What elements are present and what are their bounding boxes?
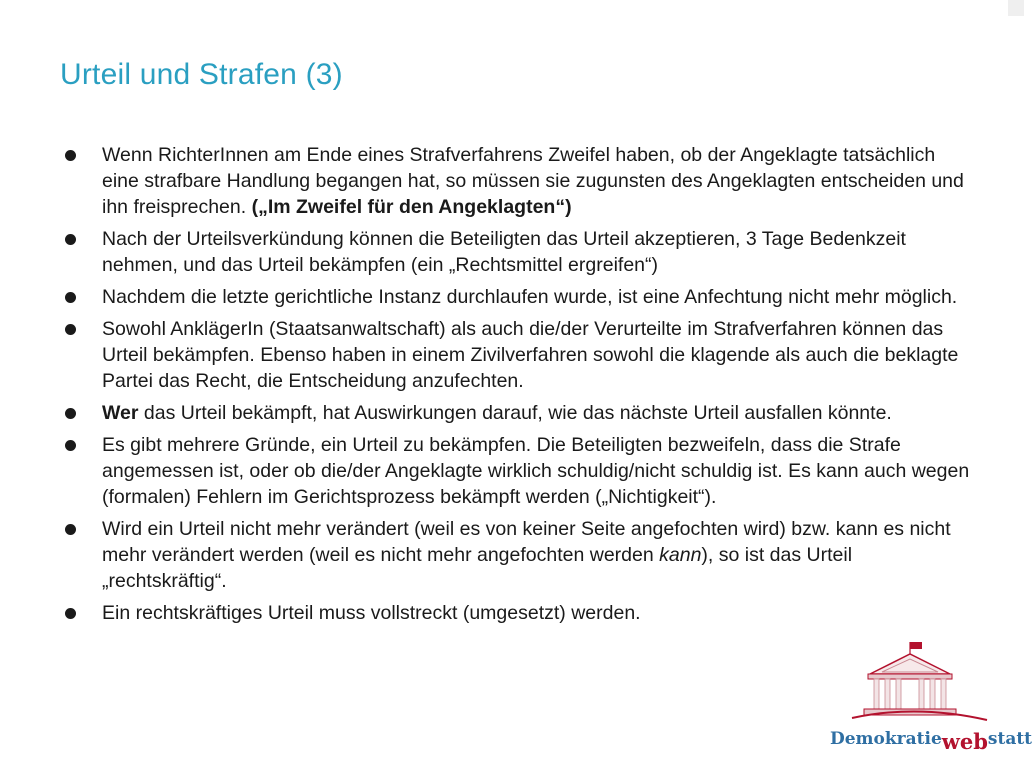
bullet-list bbox=[62, 142, 972, 632]
logo-text-web: web bbox=[941, 729, 988, 754]
bullet-text: kann bbox=[659, 544, 702, 566]
parliament-building-icon bbox=[822, 638, 1012, 728]
demokratiewebstatt-logo bbox=[822, 638, 1032, 758]
bullet-dot-icon bbox=[65, 440, 76, 451]
corner-mark bbox=[1008, 0, 1024, 16]
bullet-dot-icon bbox=[65, 324, 76, 335]
bullet-text: Nachdem die letzte gerichtliche Instanz durchlaufen wurde, ist eine Anfechtung nicht mehr möglich. bbox=[102, 286, 958, 308]
bullet-text: Wird ein Urteil nicht mehr verändert (weil es von keiner Seite angefochten wird) bzw. kann es nicht mehr verändert werden (weil es nicht mehr angefochten werden bbox=[102, 518, 951, 566]
bullet-item bbox=[62, 226, 972, 278]
bullet-item bbox=[62, 600, 972, 626]
logo-wordmark bbox=[830, 724, 1032, 754]
bullet-text: das Urteil bekämpft, hat Auswirkungen darauf, wie das nächste Urteil ausfallen könnte. bbox=[138, 402, 892, 424]
bullet-text: („Im Zweifel für den Angeklagten“) bbox=[251, 196, 572, 218]
slide-title: Urteil und Strafen (3) bbox=[60, 58, 343, 91]
logo-text-left: Demokratie bbox=[830, 729, 942, 749]
bullet-item bbox=[62, 316, 972, 394]
bullet-text: Wenn RichterInnen am Ende eines Strafverfahrens Zweifel haben, ob der Angeklagte tatsächlich eine strafbare Handlung begangen hat, so müssen sie zugunsten des Angeklagten entscheiden und ihn freisprechen. bbox=[102, 144, 964, 218]
bullet-item bbox=[62, 284, 972, 310]
logo-text-right: statt bbox=[987, 729, 1032, 749]
bullet-dot-icon bbox=[65, 234, 76, 245]
bullet-item bbox=[62, 516, 972, 594]
bullet-text: Sowohl AnklägerIn (Staatsanwaltschaft) als auch die/der Verurteilte im Strafverfahren können das Urteil bekämpfen. Ebenso haben in einem Zivilverfahren sowohl die klagende als auch die beklagte Partei das Recht, die Entscheidung anzufechten. bbox=[102, 318, 959, 392]
bullet-item bbox=[62, 432, 972, 510]
bullet-dot-icon bbox=[65, 292, 76, 303]
bullet-item bbox=[62, 142, 972, 220]
bullet-text: Ein rechtskräftiges Urteil muss vollstreckt (umgesetzt) werden. bbox=[102, 602, 641, 624]
bullet-item bbox=[62, 400, 972, 426]
bullet-dot-icon bbox=[65, 408, 76, 419]
bullet-dot-icon bbox=[65, 150, 76, 161]
bullet-dot-icon bbox=[65, 608, 76, 619]
bullet-text: Nach der Urteilsverkündung können die Beteiligten das Urteil akzeptieren, 3 Tage Bedenkzeit nehmen, und das Urteil bekämpfen (ein „Rechtsmittel ergreifen“) bbox=[102, 228, 906, 276]
bullet-text: Es gibt mehrere Gründe, ein Urteil zu bekämpfen. Die Beteiligten bezweifeln, dass die Strafe angemessen ist, oder ob die/der Angeklagte wirklich schuldig/nicht schuldig ist. Es kann auch wegen (formalen) Fehlern im Gerichtsprozess bekämpft werden („Nichtigkeit“). bbox=[102, 434, 970, 508]
bullet-text: ), so ist das Urteil „rechtskräftig“. bbox=[102, 544, 853, 592]
bullet-text: Wer bbox=[102, 402, 139, 424]
bullet-dot-icon bbox=[65, 524, 76, 535]
